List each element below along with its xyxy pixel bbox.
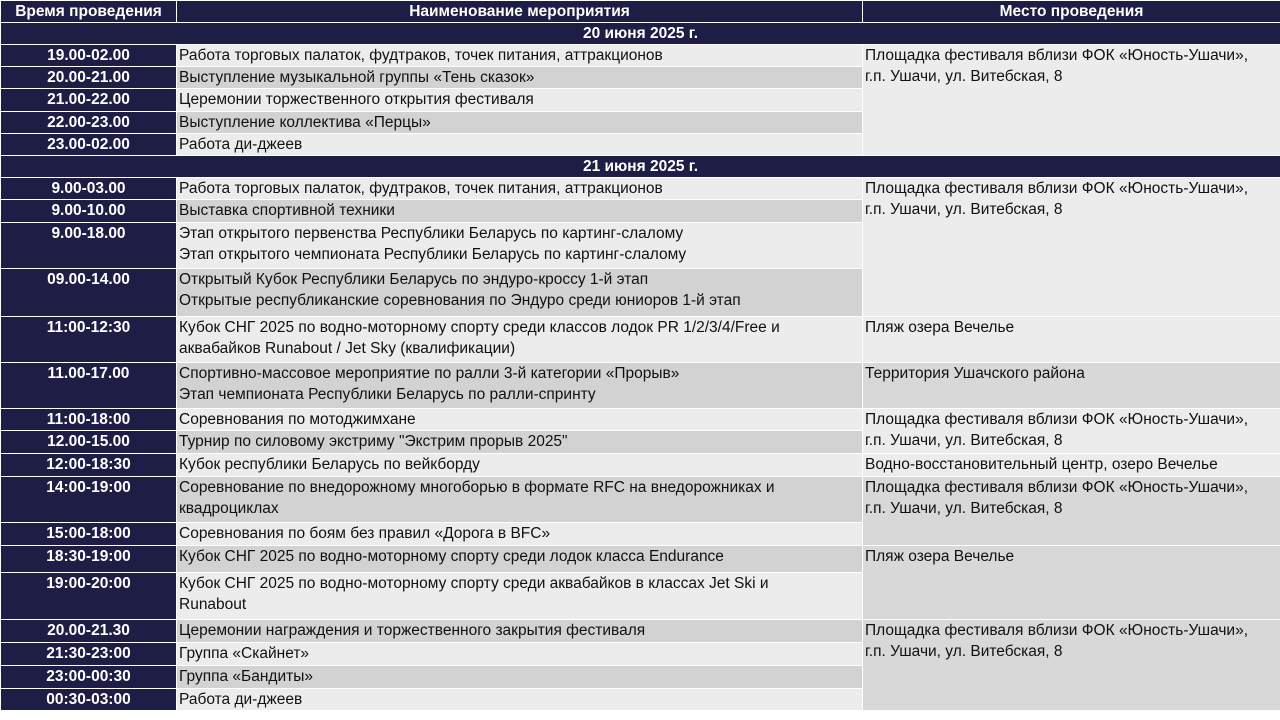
event-time: 21:30-23:00: [1, 643, 177, 666]
event-time: 22.00-23.00: [1, 112, 177, 134]
table-row: [1, 178, 1280, 200]
event-place: [863, 454, 1280, 477]
event-name: [177, 269, 863, 317]
event-place-line: г.п. Ушачи, ул. Витебская, 8: [865, 643, 1063, 660]
event-name-line: Выставка спортивной техники: [179, 202, 395, 219]
event-place: [863, 45, 1280, 156]
event-name-line: Спортивно-массовое мероприятие по ралли 3-й категории «Прорыв»: [179, 365, 680, 382]
event-time: 23.00-02.00: [1, 134, 177, 156]
header-place: Место проведения: [863, 1, 1280, 23]
event-name-line: Церемонии награждения и торжественного закрытия фестиваля: [179, 622, 646, 639]
event-name-line: Работа ди-джеев: [179, 136, 303, 153]
event-time: 20.00-21.00: [1, 67, 177, 89]
event-name-line: Группа «Скайнет»: [179, 645, 310, 662]
event-name: [177, 89, 863, 112]
event-name: [177, 409, 863, 431]
event-name: [177, 223, 863, 269]
event-place-line: Водно-восстановительный центр, озеро Вечелье: [865, 456, 1218, 473]
event-time: 00:30-03:00: [1, 689, 177, 711]
event-name-line: Церемонии торжественного открытия фестиваля: [179, 91, 534, 108]
event-place-line: г.п. Ушачи, ул. Витебская, 8: [865, 432, 1063, 449]
event-time: 12.00-15.00: [1, 431, 177, 454]
event-name: [177, 112, 863, 134]
event-name: [177, 454, 863, 477]
event-name: [177, 431, 863, 454]
event-time: 9.00-03.00: [1, 178, 177, 200]
event-name-line: Соревнование по внедорожному многоборью в формате RFC на внедорожниках и: [179, 479, 775, 496]
event-name: [177, 317, 863, 363]
table-row: [1, 620, 1280, 643]
event-place-line: Территория Ушачского района: [865, 365, 1085, 382]
event-place-line: Площадка фестиваля вблизи ФОК «Юность-Ушачи»,: [865, 180, 1249, 197]
event-name-line: Этап чемпионата Республики Беларусь по ралли-спринту: [179, 386, 596, 403]
event-name-line: Работа торговых палаток, фудтраков, точек питания, аттракционов: [179, 180, 663, 197]
day-header-row: [1, 23, 1280, 45]
event-name-line: Работа ди-джеев: [179, 691, 303, 708]
event-name-line: Кубок СНГ 2025 по водно-моторному спорту среди лодок класса Endurance: [179, 548, 724, 565]
day-header-row: [1, 156, 1280, 178]
event-name: [177, 363, 863, 409]
event-place-line: г.п. Ушачи, ул. Витебская, 8: [865, 201, 1063, 218]
event-place: [863, 546, 1280, 620]
event-name-line: квадроциклах: [179, 500, 279, 517]
event-name: [177, 573, 863, 620]
event-name-line: Соревнования по боям без правил «Дорога в BFC»: [179, 525, 551, 542]
event-time: 23:00-00:30: [1, 666, 177, 689]
event-name: [177, 620, 863, 643]
event-time: 09.00-14.00: [1, 269, 177, 317]
table-row: [1, 45, 1280, 67]
event-time: 11.00-17.00: [1, 363, 177, 409]
day-title: 20 июня 2025 г.: [1, 23, 1280, 45]
event-time: 20.00-21.30: [1, 620, 177, 643]
event-name-line: Турнир по силовому экстриму "Экстрим прорыв 2025": [179, 433, 568, 450]
event-name: [177, 643, 863, 666]
event-place: [863, 409, 1280, 454]
event-name-line: Выступление коллектива «Перцы»: [179, 114, 431, 131]
event-name-line: Кубок СНГ 2025 по водно-моторному спорту среди классов лодок PR 1/2/3/4/Free и: [179, 319, 780, 336]
event-place-line: Площадка фестиваля вблизи ФОК «Юность-Ушачи»,: [865, 479, 1249, 496]
event-name-line: Открытые республиканские соревнования по Эндуро среди юниоров 1-й этап: [179, 292, 741, 309]
event-name: [177, 134, 863, 156]
event-time: 15:00-18:00: [1, 523, 177, 546]
event-name-line: Работа торговых палаток, фудтраков, точек питания, аттракционов: [179, 47, 663, 64]
header-event: Наименование мероприятия: [177, 1, 863, 23]
table-row: [1, 363, 1280, 409]
event-name: [177, 200, 863, 223]
event-name-line: Открытый Кубок Республики Беларусь по эндуро-кроссу 1-й этап: [179, 271, 649, 288]
event-place-line: г.п. Ушачи, ул. Витебская, 8: [865, 68, 1063, 85]
event-place-line: Площадка фестиваля вблизи ФОК «Юность-Ушачи»,: [865, 47, 1249, 64]
event-time: 9.00-10.00: [1, 200, 177, 223]
event-name-line: Этап открытого чемпионата Республики Беларусь по картинг-слалому: [179, 246, 687, 263]
event-place: [863, 178, 1280, 317]
table-row: [1, 546, 1280, 573]
event-name-line: аквабайков Runabout / Jet Sky (квалификации): [179, 340, 516, 357]
event-time: 21.00-22.00: [1, 89, 177, 112]
event-time: 19.00-02.00: [1, 45, 177, 67]
event-time: 9.00-18.00: [1, 223, 177, 269]
event-time: 18:30-19:00: [1, 546, 177, 573]
event-place-line: Площадка фестиваля вблизи ФОК «Юность-Ушачи»,: [865, 622, 1249, 639]
event-name: [177, 178, 863, 200]
event-place-line: Пляж озера Вечелье: [865, 548, 1015, 565]
table-row: [1, 317, 1280, 363]
event-name: [177, 523, 863, 546]
table-row: [1, 477, 1280, 523]
schedule-body: [1, 23, 1280, 711]
event-place: [863, 317, 1280, 363]
event-place-line: г.п. Ушачи, ул. Витебская, 8: [865, 500, 1063, 517]
event-place-line: Пляж озера Вечелье: [865, 319, 1015, 336]
event-name: [177, 67, 863, 89]
event-name-line: Выступление музыкальной группы «Тень сказок»: [179, 69, 535, 86]
event-name: [177, 45, 863, 67]
event-name-line: Соревнования по мотоджимхане: [179, 411, 416, 428]
event-time: 14:00-19:00: [1, 477, 177, 523]
event-place: [863, 620, 1280, 711]
table-row: [1, 409, 1280, 431]
event-name-line: Кубок СНГ 2025 по водно-моторному спорту среди аквабайков в классах Jet Ski и: [179, 575, 769, 592]
event-time: 12:00-18:30: [1, 454, 177, 477]
event-place: [863, 363, 1280, 409]
header-row: [1, 1, 1280, 23]
event-time: 19:00-20:00: [1, 573, 177, 620]
day-title: 21 июня 2025 г.: [1, 156, 1280, 178]
event-name: [177, 477, 863, 523]
event-name-line: Этап открытого первенства Республики Беларусь по картинг-слалому: [179, 225, 684, 242]
event-name: [177, 546, 863, 573]
table-row: [1, 454, 1280, 477]
event-name: [177, 689, 863, 711]
header-time: Время проведения: [1, 1, 177, 23]
event-place: [863, 477, 1280, 546]
event-time: 11:00-12:30: [1, 317, 177, 363]
event-name-line: Кубок республики Беларусь по вейкборду: [179, 456, 480, 473]
event-time: 11:00-18:00: [1, 409, 177, 431]
event-name-line: Runabout: [179, 596, 247, 613]
event-name-line: Группа «Бандиты»: [179, 668, 313, 685]
event-name: [177, 666, 863, 689]
event-place-line: Площадка фестиваля вблизи ФОК «Юность-Ушачи»,: [865, 411, 1249, 428]
